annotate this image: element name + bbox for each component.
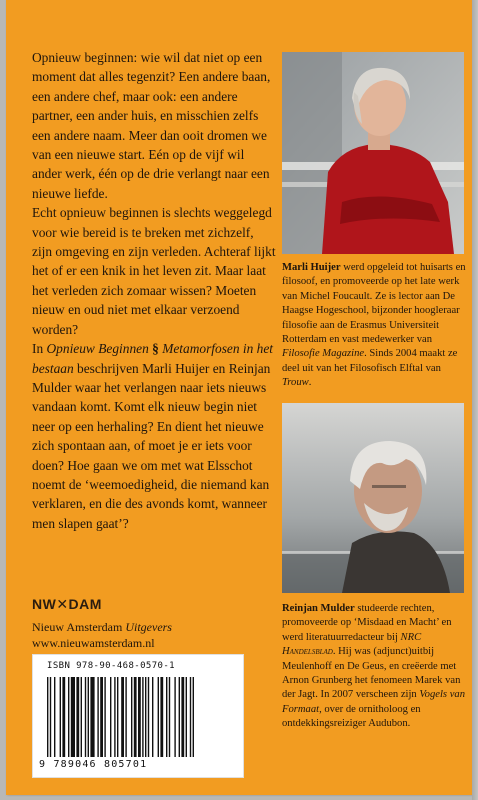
isbn-number: ISBN 978-90-468-0570-1: [47, 661, 176, 671]
blurb-paragraph-3-rest: beschrijven Marli Huijer en Reinjan Mulder waar het verlangen naar iets nieuws vandaan komt. Komt elk nieuw begin niet neer op een herhaling? En dient het nieuwe zich spontaan aan, of moet je er iets voor doen? Hoe gaan we om met wat Elsschot noemt de ‘weemoedigheid, die niemand kan verklaren, en die des avonds komt, wanneer men slapen gaat’?: [32, 360, 271, 531]
author2-bio-b: . Hij was (adjunct)uitbij Meulenhoff en De Geus, en creëerde met Arnon Grunberg het fenomeen Marek van der Jagt. In 2007 verscheen zijn: [282, 646, 461, 701]
barcode-bars: [47, 677, 229, 757]
blurb-text: [32, 48, 276, 533]
author1-bio-b: . Sinds 2004 maakt ze deel uit van het Filosofisch Elftal van: [282, 348, 458, 374]
barcode-digits: 9 789046 805701: [39, 759, 148, 770]
page-edge: [472, 0, 478, 800]
blurb-paragraph-3: [32, 339, 276, 533]
author1-magazine: Filosofie Magazine: [282, 348, 365, 360]
book-title-main: Opnieuw Beginnen: [46, 341, 149, 357]
title-ampersand: §: [148, 341, 163, 357]
author1-bio-a: werd opgeleid tot huisarts en filosoof, en promoveerde op het late werk van Michel Foucault. Ze is lector aan De Haagse Hogeschool, bijzonder hoogleraar filosofie aan de Erasmus Universiteit Rotterdam en vast medewerker van: [282, 262, 466, 346]
publisher-website: www.nieuwamsterdam.nl: [32, 636, 155, 650]
author-bio-marli-huijer: [282, 261, 466, 391]
author-name-reinjan-mulder: Reinjan Mulder: [282, 603, 355, 614]
author-photo-marli-huijer: [282, 52, 464, 254]
author2-bio-a: studeerde rechten, promoveerde op ‘Misdaad en Macht’ en werd literatuurredacteur bij: [282, 603, 452, 643]
publisher-name-italic: Uitgevers: [125, 620, 172, 634]
publisher-name-plain: Nieuw Amsterdam: [32, 620, 126, 634]
book-back-cover: [6, 0, 472, 795]
blurb-paragraph-2: Echt opnieuw beginnen is slechts weggelegd voor wie bereid is te breken met zichzelf, zijn omgeving en zijn verleden. Achteraf lijkt het of er een knik in het leven zit. Maar laat het verleden zich zomaar wissen? Moeten nieuw en oud niet met elkaar verzoend worden?: [32, 205, 276, 337]
isbn-barcode: [32, 654, 244, 778]
book-subtitle: Metamorfosen in het bestaan: [32, 341, 274, 376]
blurb-paragraph-1: Opnieuw beginnen: wie wil dat niet op een moment dat alles tegenzit? Een andere baan, een andere chef, maar ook: een andere partner, een ander huis, en misschien zelfs een andere naam. Meer dan ooit dromen we van een nieuwe start. Eén op de vijf wil ander werk, één op de drie verlangt naar een nieuwe liefde.: [32, 50, 271, 201]
author1-bio-c: .: [308, 377, 312, 389]
author2-bio-c: , over de ornitholoog en ontdekkingsreiziger Audubon.: [282, 703, 421, 730]
author-bio-reinjan-mulder: [282, 602, 466, 732]
publisher-logo: NW✕DAM: [32, 596, 102, 612]
author-name-marli-huijer: Marli Huijer: [282, 262, 341, 273]
author-photo-reinjan-mulder: [282, 403, 464, 593]
publisher-name: [32, 619, 272, 635]
blurb-in: In: [32, 341, 47, 357]
author2-paper: NRC Handelsblad: [282, 631, 422, 658]
author2-book: Vogels van Formaat: [282, 689, 465, 715]
publisher-block: [32, 596, 272, 651]
author1-paper: Trouw: [282, 377, 309, 389]
